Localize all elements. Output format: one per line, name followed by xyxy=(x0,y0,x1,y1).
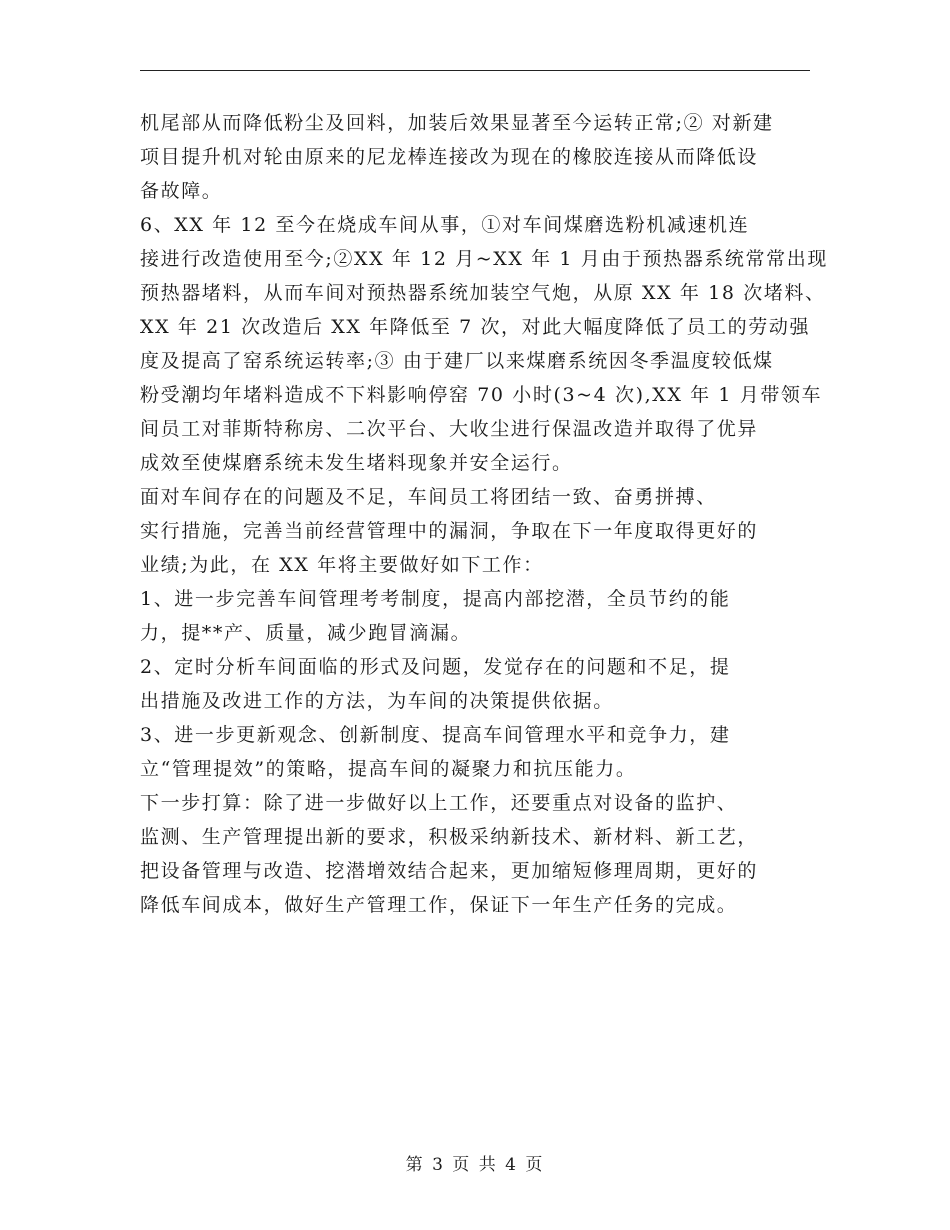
text-line: 面对车间存在的问题及不足，车间员工将团结一致、奋勇拼搏、 xyxy=(140,486,717,508)
text-line: 机尾部从而降低粉尘及回料，加装后效果显著至今运转正常;② 对新建 xyxy=(140,112,774,134)
text-line: 预热器堵料，从而车间对预热器系统加装空气炮，从原 XX 年 18 次堵料、 xyxy=(140,282,826,304)
text-line: 降低车间成本，做好生产管理工作，保证下一年生产任务的完成。 xyxy=(140,894,738,916)
text-line: 6、XX 年 12 至今在烧成车间从事，①对车间煤磨选粉机减速机连 xyxy=(140,214,750,236)
text-line: XX 年 21 次改造后 XX 年降低至 7 次，对此大幅度降低了员工的劳动强 xyxy=(140,316,811,338)
text-line: 把设备管理与改造、挖潜增效结合起来，更加缩短修理周期，更好的 xyxy=(140,860,759,882)
text-line: 下一步打算：除了进一步做好以上工作，还要重点对设备的监护、 xyxy=(140,792,738,814)
text-line: 接进行改造使用至今;②XX 年 12 月~XX 年 1 月由于预热器系统常常出现 xyxy=(140,248,828,270)
text-line: 2、定时分析车间面临的形式及问题，发觉存在的问题和不足，提 xyxy=(140,656,731,678)
text-line: 实行措施，完善当前经营管理中的漏洞，争取在下一年度取得更好的 xyxy=(140,520,759,542)
text-line: 粉受潮均年堵料造成不下料影响停窑 70 小时(3~4 次),XX 年 1 月带领车 xyxy=(140,384,823,406)
text-line: 业绩;为此，在 XX 年将主要做好如下工作： xyxy=(140,554,544,576)
text-line: 项目提升机对轮由原来的尼龙棒连接改为现在的橡胶连接从而降低设 xyxy=(140,146,759,168)
text-line: 立“管理提效”的策略，提高车间的凝聚力和抗压能力。 xyxy=(140,758,637,780)
page-number: 第 3 页 共 4 页 xyxy=(405,1155,545,1175)
document-body xyxy=(140,106,828,922)
text-line: 1、进一步完善车间管理考考制度，提高内部挖潜，全员节约的能 xyxy=(140,588,731,610)
text-line: 监测、生产管理提出新的要求，积极采纳新技术、新材料、新工艺， xyxy=(140,826,759,848)
header-rule xyxy=(140,70,810,71)
text-line: 力，提**产、质量，减少跑冒滴漏。 xyxy=(140,622,472,644)
text-line: 成效至使煤磨系统未发生堵料现象并安全运行。 xyxy=(140,452,573,474)
text-line: 出措施及改进工作的方法，为车间的决策提供依据。 xyxy=(140,690,614,712)
text-line: 备故障。 xyxy=(140,180,223,202)
text-line: 间员工对菲斯特称房、二次平台、大收尘进行保温改造并取得了优异 xyxy=(140,418,759,440)
text-line: 度及提高了窑系统运转率;③ 由于建厂以来煤磨系统因冬季温度较低煤 xyxy=(140,350,774,372)
text-line: 3、进一步更新观念、创新制度、提高车间管理水平和竞争力，建 xyxy=(140,724,731,746)
